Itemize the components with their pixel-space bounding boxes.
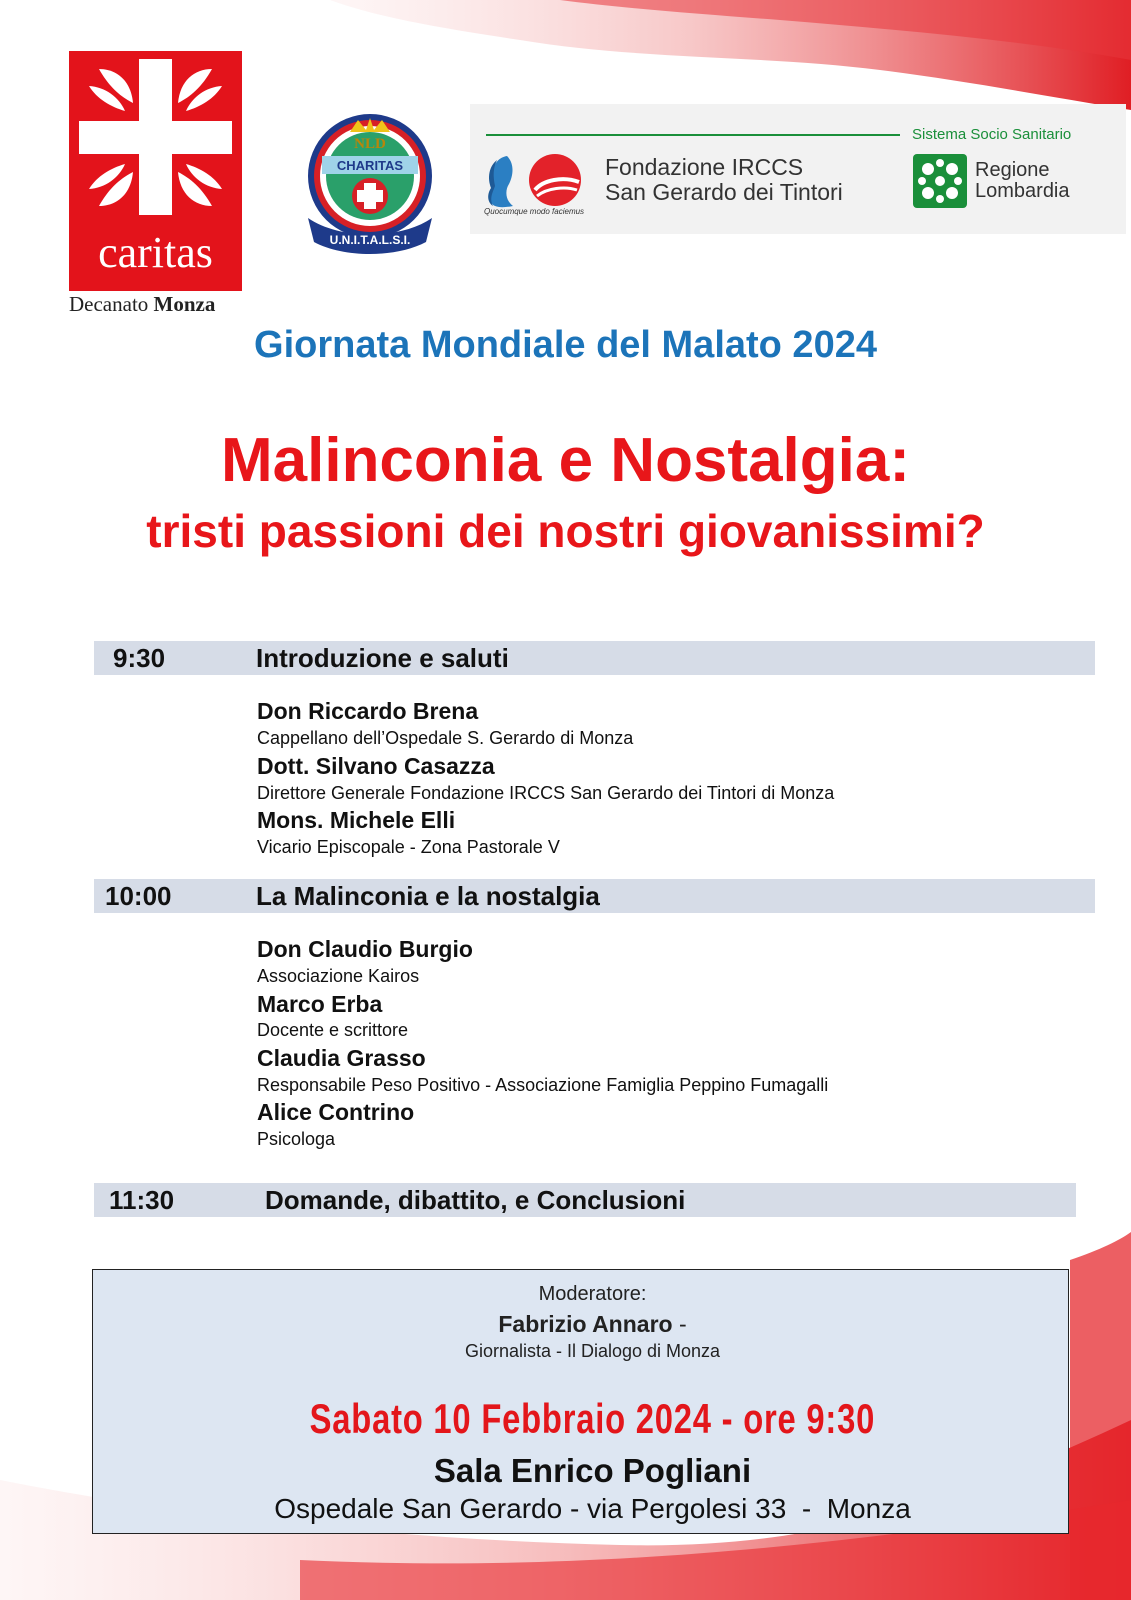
event-address: Ospedale San Gerardo - via Pergolesi 33 - Monza <box>274 1493 911 1524</box>
caritas-wordmark: caritas <box>98 228 213 277</box>
session-time-1: 9:30 <box>113 643 166 673</box>
irccs-motto: Quocumque modo faciemus <box>484 207 585 216</box>
session-time-3: 11:30 <box>109 1185 175 1215</box>
partner-divider <box>486 134 900 136</box>
irccs-name-line2: San Gerardo dei Tintori <box>605 179 843 205</box>
session-time-2: 10:00 <box>105 881 172 911</box>
caritas-sub-prefix: Decanato <box>69 292 149 316</box>
unitalsi-text: U.N.I.T.A.L.S.I. <box>329 233 411 247</box>
speaker-role: Vicario Episcopale - Zona Pastorale V <box>257 837 560 857</box>
lombardia-line2: Lombardia <box>975 180 1070 202</box>
speaker-name: Don Claudio Burgio <box>257 936 473 962</box>
moderator-dash: - <box>672 1311 687 1337</box>
speaker-role: Direttore Generale Fondazione IRCCS San Gerardo dei Tintori di Monza <box>257 783 835 803</box>
lombardia-line1: Regione <box>975 159 1050 181</box>
speaker-role: Psicologa <box>257 1129 336 1149</box>
regione-lombardia-name <box>975 160 1070 202</box>
session-title-1: Introduzione e saluti <box>256 643 509 673</box>
speaker-role: Docente e scrittore <box>257 1020 409 1040</box>
unitalsi-logo <box>300 108 440 258</box>
irccs-name <box>605 155 843 205</box>
speaker-name: Dott. Silvano Casazza <box>257 753 495 779</box>
lombardia-rose-icon <box>913 154 967 208</box>
moderator-name: Fabrizio Annaro <box>498 1311 673 1337</box>
session-bar-1 <box>94 641 1095 675</box>
session-title-2: La Malinconia e la nostalgia <box>256 881 600 911</box>
speaker-role: Associazione Kairos <box>257 966 420 986</box>
speaker-name: Marco Erba <box>257 991 383 1017</box>
caritas-sub-city: Monza <box>153 292 216 316</box>
moderator-label: Moderatore: <box>538 1283 647 1305</box>
caritas-cross-icon <box>69 51 242 231</box>
session-title-3: Domande, dibattito, e Conclusioni <box>265 1185 686 1215</box>
sistema-socio-sanitario-label: Sistema Socio Sanitario <box>912 126 1072 143</box>
unitalsi-charitas-text: CHARITAS <box>336 158 404 173</box>
main-subtitle: tristi passioni dei nostri giovanissimi? <box>146 505 985 557</box>
event-venue: Sala Enrico Pogliani <box>433 1452 752 1489</box>
moderator-role: Giornalista - Il Dialogo di Monza <box>464 1341 721 1361</box>
speaker-name: Don Riccardo Brena <box>257 698 479 724</box>
irccs-name-line1: Fondazione IRCCS <box>605 154 804 180</box>
moderator <box>0 1310 1131 1338</box>
speaker-name: Mons. Michele Elli <box>257 807 456 833</box>
speaker-role: Cappellano dell’Ospedale S. Gerardo di Monza <box>257 728 634 748</box>
event-name-heading: Giornata Mondiale del Malato 2024 <box>254 324 877 366</box>
speaker-role: Responsabile Peso Positivo - Associazione Famiglia Peppino Fumagalli <box>257 1075 829 1095</box>
speaker-name: Alice Contrino <box>257 1099 415 1125</box>
svg-text:NLD: NLD <box>354 136 386 152</box>
event-date: Sabato 10 Febbraio 2024 - ore 9:30 <box>309 1395 876 1442</box>
caritas-decanato <box>69 292 249 317</box>
main-title: Malinconia e Nostalgia: <box>220 426 911 495</box>
speaker-name: Claudia Grasso <box>257 1045 426 1071</box>
